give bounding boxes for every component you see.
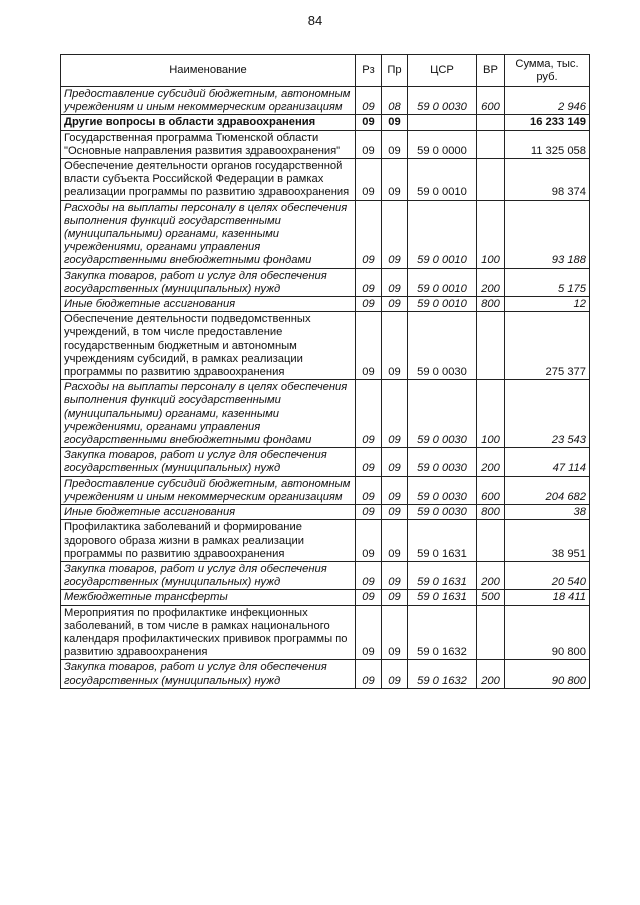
- table-row: [61, 448, 590, 476]
- table-body: [61, 87, 590, 689]
- cell-pr: 09: [382, 130, 408, 158]
- cell-name: Закупка товаров, работ и услуг для обеспечения государственных (муниципальных) нужд: [61, 660, 356, 688]
- cell-vr: [477, 520, 505, 562]
- cell-csr: 59 0 1631: [408, 520, 477, 562]
- cell-name: Предоставление субсидий бюджетным, автономным учреждениям и иным некоммерческим организациям: [61, 87, 356, 115]
- cell-rz: 09: [356, 159, 382, 201]
- cell-csr: 59 0 0030: [408, 312, 477, 380]
- cell-csr: 59 0 0030: [408, 505, 477, 520]
- cell-sum: 2 946: [505, 87, 590, 115]
- cell-sum: 275 377: [505, 312, 590, 380]
- cell-csr: 59 0 1632: [408, 660, 477, 688]
- cell-rz: 09: [356, 476, 382, 504]
- cell-sum: 5 175: [505, 268, 590, 296]
- cell-name: Расходы на выплаты персоналу в целях обеспечения выполнения функций государственными (муниципальными) органами, казенными учреждениями, органами управления государственными внебюджетными фондами: [61, 380, 356, 448]
- cell-vr: 600: [477, 87, 505, 115]
- table-row: [61, 660, 590, 688]
- cell-pr: 09: [382, 200, 408, 268]
- cell-pr: 09: [382, 380, 408, 448]
- cell-sum: 23 543: [505, 380, 590, 448]
- table-row: [61, 520, 590, 562]
- cell-sum: 16 233 149: [505, 115, 590, 130]
- cell-csr: 59 0 1632: [408, 605, 477, 660]
- cell-vr: [477, 159, 505, 201]
- cell-pr: 09: [382, 505, 408, 520]
- cell-rz: 09: [356, 200, 382, 268]
- cell-vr: [477, 115, 505, 130]
- cell-csr: 59 0 0030: [408, 476, 477, 504]
- cell-name: Предоставление субсидий бюджетным, автономным учреждениям и иным некоммерческим организациям: [61, 476, 356, 504]
- cell-pr: 08: [382, 87, 408, 115]
- cell-name: Профилактика заболеваний и формирование здорового образа жизни в рамках реализации программы по развитию здравоохранения: [61, 520, 356, 562]
- cell-rz: 09: [356, 660, 382, 688]
- cell-rz: 09: [356, 380, 382, 448]
- cell-csr: 59 0 0030: [408, 448, 477, 476]
- cell-sum: 98 374: [505, 159, 590, 201]
- header-sum: Сумма, тыс. руб.: [505, 55, 590, 87]
- cell-pr: 09: [382, 448, 408, 476]
- cell-sum: 90 800: [505, 660, 590, 688]
- header-rz: Рз: [356, 55, 382, 87]
- cell-vr: 100: [477, 380, 505, 448]
- cell-vr: 800: [477, 297, 505, 312]
- cell-name: Закупка товаров, работ и услуг для обеспечения государственных (муниципальных) нужд: [61, 448, 356, 476]
- table-row: [61, 130, 590, 158]
- cell-name: Межбюджетные трансферты: [61, 590, 356, 605]
- cell-csr: 59 0 0010: [408, 200, 477, 268]
- cell-rz: 09: [356, 590, 382, 605]
- table-header-row: [61, 55, 590, 87]
- cell-rz: 09: [356, 87, 382, 115]
- cell-name: Расходы на выплаты персоналу в целях обеспечения выполнения функций государственными (муниципальными) органами, казенными учреждениями, органами управления государственными внебюджетными фондами: [61, 200, 356, 268]
- cell-pr: 09: [382, 605, 408, 660]
- cell-pr: 09: [382, 660, 408, 688]
- cell-rz: 09: [356, 297, 382, 312]
- cell-csr: 59 0 1631: [408, 590, 477, 605]
- cell-vr: 200: [477, 448, 505, 476]
- cell-vr: 100: [477, 200, 505, 268]
- cell-sum: 20 540: [505, 561, 590, 589]
- table-row: [61, 505, 590, 520]
- cell-vr: 200: [477, 561, 505, 589]
- cell-rz: 09: [356, 520, 382, 562]
- header-pr: Пр: [382, 55, 408, 87]
- cell-sum: 204 682: [505, 476, 590, 504]
- cell-vr: [477, 605, 505, 660]
- cell-csr: 59 0 0010: [408, 297, 477, 312]
- cell-csr: 59 0 0030: [408, 87, 477, 115]
- cell-csr: 59 0 0010: [408, 268, 477, 296]
- header-vr: ВР: [477, 55, 505, 87]
- cell-sum: 38: [505, 505, 590, 520]
- table-row: [61, 312, 590, 380]
- cell-pr: 09: [382, 159, 408, 201]
- page-number: 84: [307, 13, 323, 28]
- cell-csr: [408, 115, 477, 130]
- cell-sum: 90 800: [505, 605, 590, 660]
- table-row: [61, 561, 590, 589]
- table-row: [61, 590, 590, 605]
- cell-vr: 500: [477, 590, 505, 605]
- cell-rz: 09: [356, 561, 382, 589]
- cell-pr: 09: [382, 268, 408, 296]
- header-csr: ЦСР: [408, 55, 477, 87]
- cell-pr: 09: [382, 297, 408, 312]
- cell-vr: [477, 130, 505, 158]
- cell-vr: 600: [477, 476, 505, 504]
- cell-name: Закупка товаров, работ и услуг для обеспечения государственных (муниципальных) нужд: [61, 268, 356, 296]
- cell-name: Государственная программа Тюменской области "Основные направления развития здравоохранения": [61, 130, 356, 158]
- cell-rz: 09: [356, 605, 382, 660]
- cell-name: Другие вопросы в области здравоохранения: [61, 115, 356, 130]
- cell-name: Обеспечение деятельности органов государственной власти субъекта Российской Федерации в рамках реализации программы по развитию здравоохранения: [61, 159, 356, 201]
- cell-csr: 59 0 0010: [408, 159, 477, 201]
- cell-rz: 09: [356, 130, 382, 158]
- cell-vr: 800: [477, 505, 505, 520]
- table-row: [61, 380, 590, 448]
- cell-sum: 18 411: [505, 590, 590, 605]
- cell-name: Иные бюджетные ассигнования: [61, 297, 356, 312]
- cell-pr: 09: [382, 115, 408, 130]
- table-row: [61, 200, 590, 268]
- cell-vr: 200: [477, 660, 505, 688]
- cell-sum: 93 188: [505, 200, 590, 268]
- table-row: [61, 268, 590, 296]
- cell-name: Мероприятия по профилактике инфекционных заболеваний, в том числе в рамках национального календаря профилактических прививок программы по развитию здравоохранения: [61, 605, 356, 660]
- cell-csr: 59 0 0030: [408, 380, 477, 448]
- table-row: [61, 87, 590, 115]
- cell-name: Закупка товаров, работ и услуг для обеспечения государственных (муниципальных) нужд: [61, 561, 356, 589]
- table-row: [61, 476, 590, 504]
- table-row: [61, 297, 590, 312]
- cell-csr: 59 0 0000: [408, 130, 477, 158]
- cell-rz: 09: [356, 268, 382, 296]
- cell-pr: 09: [382, 590, 408, 605]
- table-row: [61, 159, 590, 201]
- cell-csr: 59 0 1631: [408, 561, 477, 589]
- cell-vr: [477, 312, 505, 380]
- cell-pr: 09: [382, 312, 408, 380]
- cell-rz: 09: [356, 312, 382, 380]
- cell-rz: 09: [356, 448, 382, 476]
- cell-rz: 09: [356, 115, 382, 130]
- cell-name: Обеспечение деятельности подведомственных учреждений, в том числе предоставление государственным бюджетным и автономным учреждениям субсидий, в рамках реализации программы по развитию здравоохранения: [61, 312, 356, 380]
- budget-table: [60, 54, 590, 689]
- cell-sum: 47 114: [505, 448, 590, 476]
- cell-name: Иные бюджетные ассигнования: [61, 505, 356, 520]
- cell-sum: 11 325 058: [505, 130, 590, 158]
- cell-pr: 09: [382, 476, 408, 504]
- table-row: [61, 605, 590, 660]
- cell-rz: 09: [356, 505, 382, 520]
- cell-sum: 12: [505, 297, 590, 312]
- cell-sum: 38 951: [505, 520, 590, 562]
- header-name: Наименование: [61, 55, 356, 87]
- cell-pr: 09: [382, 520, 408, 562]
- table-row: [61, 115, 590, 130]
- cell-pr: 09: [382, 561, 408, 589]
- cell-vr: 200: [477, 268, 505, 296]
